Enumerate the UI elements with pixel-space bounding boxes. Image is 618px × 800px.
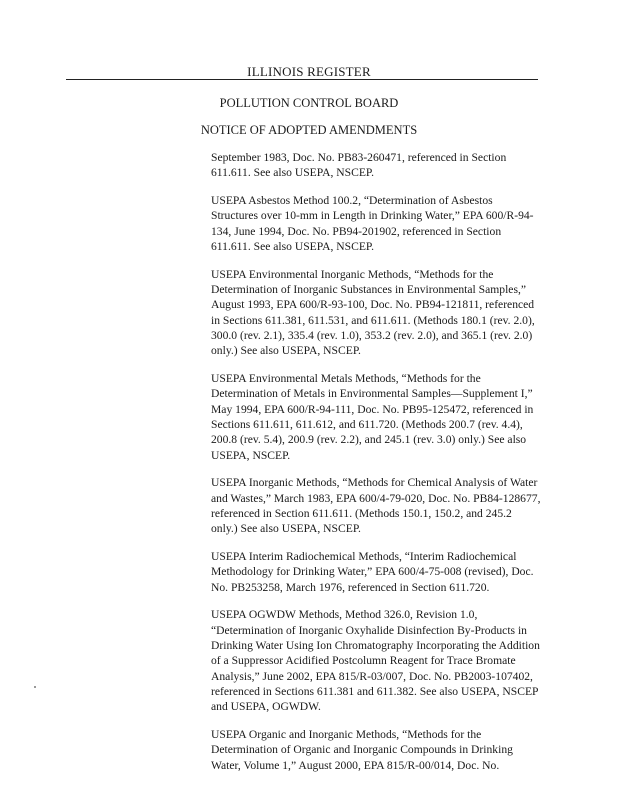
register-title [0,64,618,80]
reference-entry: USEPA Environmental Inorganic Methods, “Methods for the Determination of Inorganic Substances in Environmental Samples,” August 1993, EPA 600/R-93-100, Doc. No. PB94-121811, referenced in Sections 611.381, 611.531, and 611.611. (Methods 180.1 (rev. 2.0), 300.0 (rev. 2.1), 335.4 (rev. 1.0), 353.2 (rev. 2.0), and 365.1 (rev. 2.0) only.) See also USEPA, NSCEP. [211,267,535,358]
reference-entry: USEPA Asbestos Method 100.2, “Determination of Asbestos Structures over 10-mm in Length in Drinking Water,” EPA 600/R-94-134, June 1994, Doc. No. PB94-201902, referenced in Section 611.611. See also USEPA, NSCEP. [211,194,534,253]
board-name: POLLUTION CONTROL BOARD [219,96,399,110]
reference-entry: September 1983, Doc. No. PB83-260471, referenced in Section 611.611. See also USEPA, NSCEP. [211,151,507,180]
reference-entry: USEPA Inorganic Methods, “Methods for Chemical Analysis of Water and Wastes,” March 1983, EPA 600/4-79-020, Doc. No. PB84-128677, referenced in Section 611.611. (Methods 150.1, 150.2, and 245.2 only.) See also USEPA, NSCEP. [211,476,541,536]
reference-list [211,150,541,785]
reference-entry: USEPA Organic and Inorganic Methods, “Methods for the Determination of Organic and Inorganic Compounds in Drinking Water, Volume 1,” August 2000, EPA 815/R-00/014, Doc. No. [211,728,513,772]
reference-entry: USEPA Environmental Metals Methods, “Methods for the Determination of Metals in Environmental Samples—Supplement I,” May 1994, EPA 600/R-94-111, Doc. No. PB95-125472, referenced in Sections 611.611, 611.612, and 611.720. (Methods 200.7 (rev. 4.4), 200.8 (rev. 5.4), 200.9 (rev. 2.2), and 245.1 (rev. 3.0) only.) See also USEPA, NSCEP. [211,372,534,462]
notice-heading: NOTICE OF ADOPTED AMENDMENTS [200,123,418,137]
reference-entry: USEPA Interim Radiochemical Methods, “Interim Radiochemical Methodology for Drinking Water,” EPA 600/4-75-008 (revised), Doc. No. PB253258, March 1976, referenced in Section 611.720. [211,550,534,594]
register-title-text: ILLINOIS REGISTER [247,64,371,79]
scan-speck [34,686,36,688]
reference-entry: USEPA OGWDW Methods, Method 326.0, Revision 1.0, “Determination of Inorganic Oxyhalide Disinfection By-Products in Drinking Water Using Ion Chromatography Incorporating the Addition of a Suppressor Acidified Postcolumn Reagent for Trace Bromate Analysis,” June 2002, EPA 815/R-03/007, Doc. No. PB2003-107402, referenced in Sections 611.381 and 611.382. See also USEPA, NSCEP and USEPA, OGWDW. [211,608,540,714]
